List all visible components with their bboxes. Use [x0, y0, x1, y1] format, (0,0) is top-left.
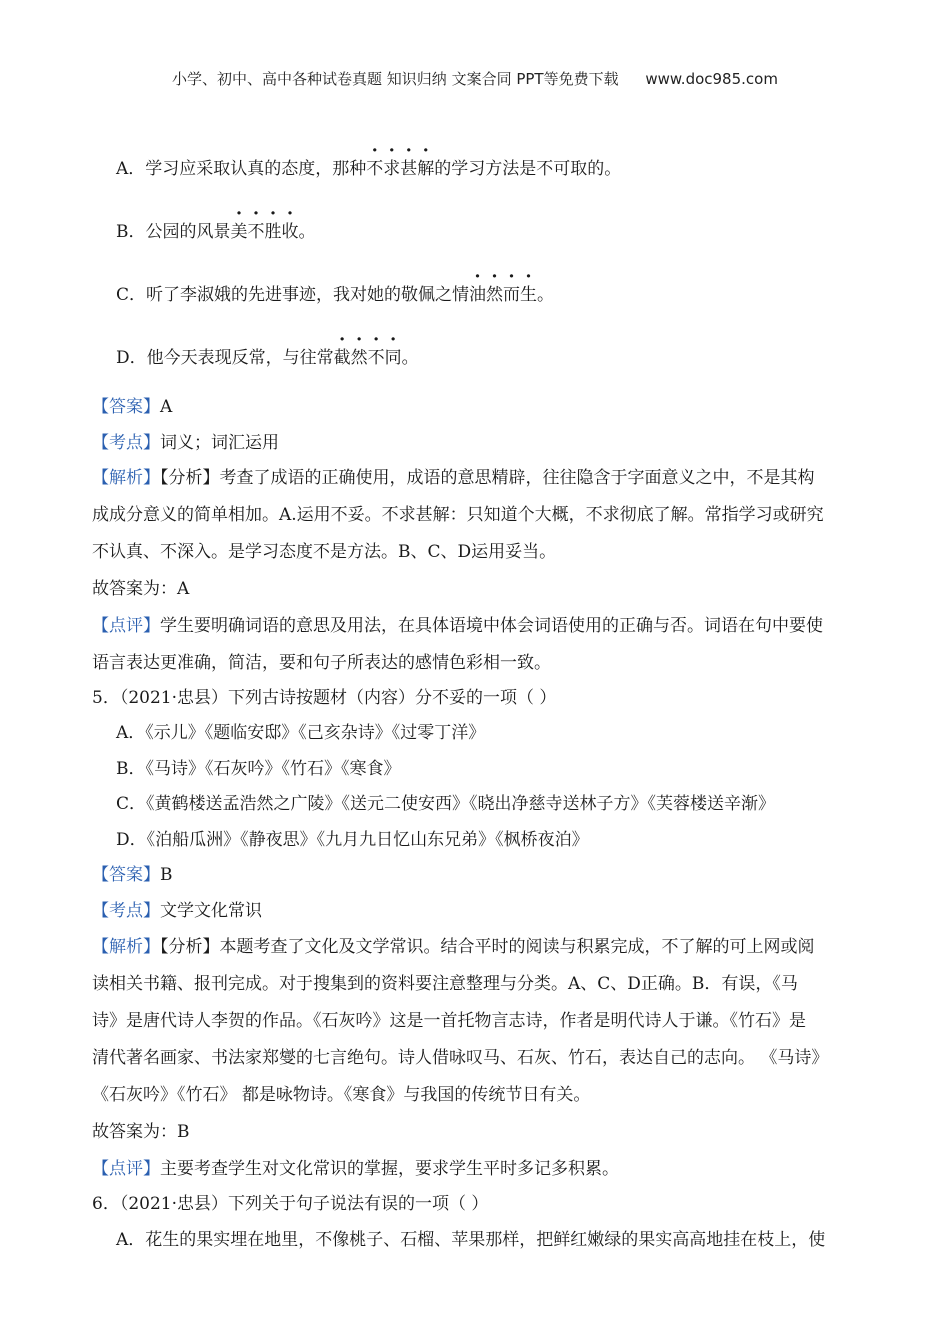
q5-comment: 【点评】主要考查学生对文化常识的掌握，要求学生平时多记多积累。 [92, 1159, 619, 1179]
q4-point: 【考点】词义；词汇运用 [92, 433, 279, 453]
q5-final-answer: 故答案为：B [92, 1122, 190, 1142]
q5-analysis-line: 诗》是唐代诗人李贺的作品。《石灰吟》这是一首托物言志诗，作者是明代诗人于谦。《竹石》是 [92, 1011, 806, 1031]
q5-option-b: B．《马诗》《石灰吟》《竹石》《寒食》 [116, 759, 401, 779]
q5-option-c: C．《黄鹤楼送孟浩然之广陵》《送元二使安西》《晓出净慈寺送林子方》《芙蓉楼送辛渐》 [116, 794, 776, 814]
q4-analysis-line: 成成分意义的简单相加。A.运用不妥。不求甚解：只知道个大概，不求彻底了解。常指学习或研究 [92, 505, 824, 525]
q5-point: 【考点】文学文化常识 [92, 901, 262, 921]
q4-option-d: D．他今天表现反常，与往常截然不同。 [116, 348, 419, 368]
q4-option-c: C．听了李淑娥的先进事迹，我对她的敬佩之情油然而生。 [116, 285, 555, 305]
q4-final-answer: 故答案为：A [92, 579, 190, 599]
q5-answer: 【答案】B [92, 865, 173, 885]
header-site: www.doc985.com [645, 70, 778, 88]
q5-analysis-line: 【解析】【分析】本题考查了文化及文学常识。结合平时的阅读与积累完成，不了解的可上网或阅 [92, 937, 815, 957]
q4-option-b: B．公园的风景美不胜收。 [116, 222, 316, 242]
q5-analysis-line: 《石灰吟》《竹石》 都是咏物诗。《寒食》与我国的传统节日有关。 [92, 1085, 591, 1105]
q5-option-d: D．《泊船瓜洲》《静夜思》《九月九日忆山东兄弟》《枫桥夜泊》 [116, 830, 589, 850]
q5-stem: 5．（2021·忠县）下列古诗按题材（内容）分不妥的一项（ ） [92, 688, 557, 708]
q6-option-a: A．花生的果实埋在地里，不像桃子、石榴、苹果那样，把鲜红嫩绿的果实高高地挂在枝上，使 [116, 1230, 826, 1250]
q4-comment-line: 【点评】学生要明确词语的意思及用法，在具体语境中体会词语使用的正确与否。词语在句中要使 [92, 616, 823, 636]
q4-analysis-line: 【解析】【分析】考查了成语的正确使用，成语的意思精辟，往往隐含于字面意义之中，不是其构 [92, 468, 815, 488]
header-text: 小学、初中、高中各种试卷真题 知识归纳 文案合同 PPT等免费下载 [172, 70, 619, 88]
q4-analysis-line: 不认真、不深入。是学习态度不是方法。B、C、D运用妥当。 [92, 542, 557, 562]
q4-answer: 【答案】A [92, 397, 173, 417]
q5-analysis-line: 读相关书籍、报刊完成。对于搜集到的资料要注意整理与分类。A、C、D正确。B．有误，《马 [92, 974, 798, 994]
q4-option-a: A．学习应采取认真的态度，那种不求甚解的学习方法是不可取的。 [116, 159, 622, 179]
q5-analysis-line: 清代著名画家、书法家郑燮的七言绝句。诗人借咏叹马、石灰、竹石，表达自己的志向。 《马诗》 [92, 1048, 829, 1068]
page-header [0, 68, 950, 89]
q6-stem: 6．（2021·忠县）下列关于句子说法有误的一项（ ） [92, 1194, 489, 1214]
q5-option-a: A．《示儿》《题临安邸》《己亥杂诗》《过零丁洋》 [116, 723, 486, 743]
q4-comment-line: 语言表达更准确，简洁，要和句子所表达的感情色彩相一致。 [92, 653, 551, 673]
